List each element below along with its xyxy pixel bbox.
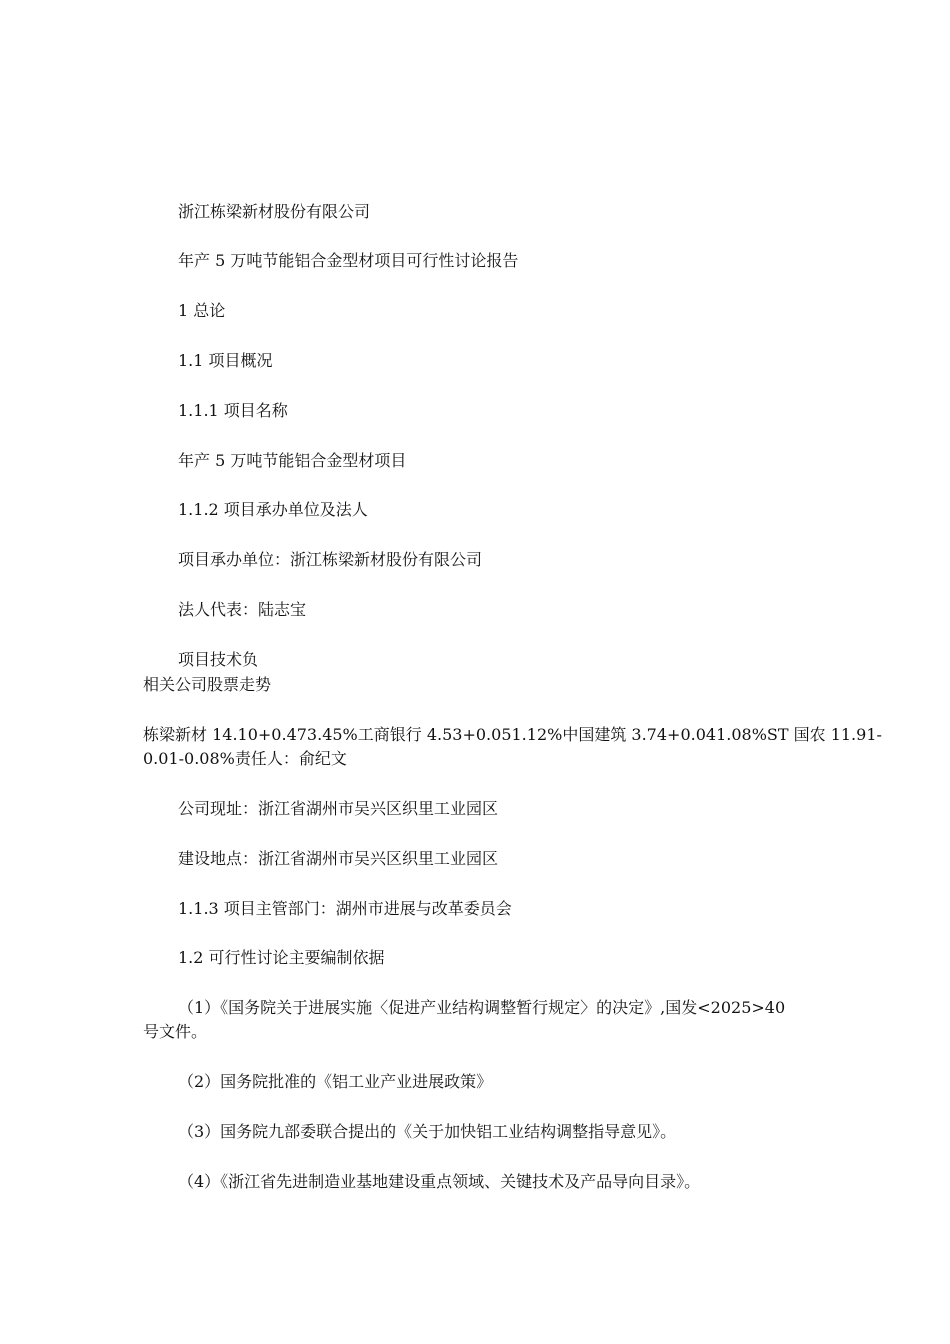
undertaking-unit: 项目承办单位：浙江栋梁新材股份有限公司	[178, 550, 483, 569]
legal-representative: 法人代表：陆志宝	[178, 600, 307, 619]
company-name: 浙江栋梁新材股份有限公司	[178, 202, 371, 221]
construction-site: 建设地点：浙江省湖州市吴兴区织里工业园区	[178, 849, 499, 868]
company-address: 公司现址：浙江省湖州市吴兴区织里工业园区	[178, 799, 499, 818]
basis-1-line-1: （1）《国务院关于进展实施〈促进产业结构调整暂行规定〉的决定》,国发<2025>40	[178, 998, 786, 1017]
stock-line-2: 0.01-0.08%责任人：俞纪文	[143, 749, 347, 768]
basis-3: （3）国务院九部委联合提出的《关于加快铝工业结构调整指导意见》。	[178, 1122, 677, 1141]
tech-lead: 项目技术负	[178, 650, 259, 669]
heading-1-1-3: 1.1.3 项目主管部门：湖州市进展与改革委员会	[178, 899, 512, 918]
stock-heading: 相关公司股票走势	[143, 675, 272, 694]
heading-1: 1 总论	[178, 301, 226, 320]
heading-1-2: 1.2 可行性讨论主要编制依据	[178, 948, 385, 967]
heading-1-1: 1.1 项目概况	[178, 351, 273, 370]
stock-line-1: 栋梁新材 14.10+0.473.45%工商银行 4.53+0.051.12%中国建筑 3.74+0.041.08%ST 国农 11.91-	[143, 725, 882, 744]
basis-4: （4）《浙江省先进制造业基地建设重点领域、关键技术及产品导向目录》。	[178, 1172, 701, 1191]
report-title: 年产 5 万吨节能铝合金型材项目可行性讨论报告	[178, 251, 519, 270]
heading-1-1-1: 1.1.1 项目名称	[178, 401, 288, 420]
heading-1-1-2: 1.1.2 项目承办单位及法人	[178, 500, 368, 519]
basis-1-line-2: 号文件。	[143, 1022, 208, 1041]
basis-2: （2）国务院批准的《铝工业产业进展政策》	[178, 1072, 493, 1091]
project-name: 年产 5 万吨节能铝合金型材项目	[178, 451, 407, 470]
